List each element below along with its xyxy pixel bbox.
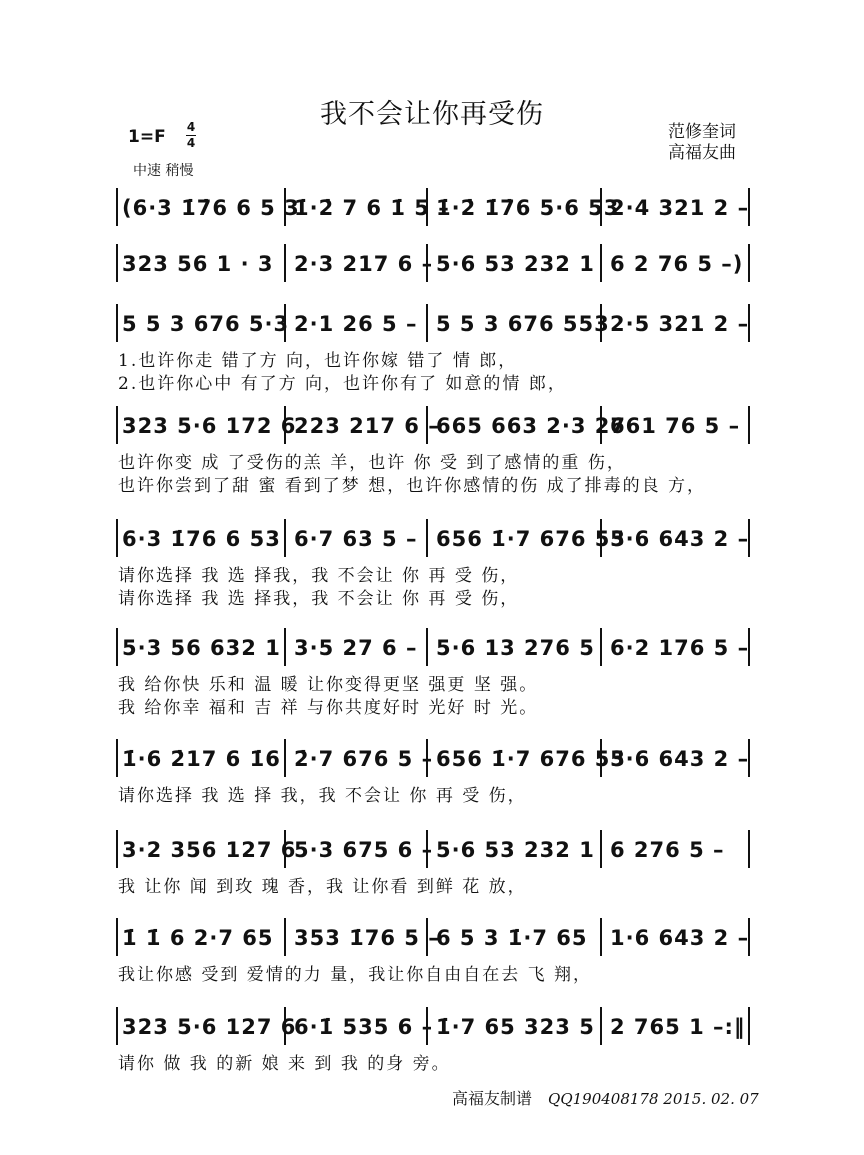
lyric-line: 2.也许你心中 有了方 向，也许你有了 如意的情 郎， — [118, 374, 567, 394]
barline — [748, 244, 750, 282]
notation-line — [112, 190, 752, 226]
measure: 353 1̇76 5 – — [294, 926, 440, 950]
notation-line — [112, 306, 752, 342]
measure: 323 5·6 127 6 — [122, 1015, 297, 1039]
score-system — [112, 630, 752, 720]
key-signature: 1=F — [128, 127, 166, 147]
measure: 2·5 321 2 – — [610, 312, 750, 336]
measure: 223 217 6 – — [294, 414, 440, 438]
lyric-line: 我 给你快 乐和 温 暖 让你变得更坚 强更 坚 强。 — [118, 675, 539, 695]
tempo-marking: 中速 稍慢 — [133, 163, 194, 179]
credits — [668, 122, 736, 164]
measure: 323 56 1 · 3 — [122, 252, 274, 276]
measure: 661 76 5 – — [610, 414, 741, 438]
barline — [116, 244, 118, 282]
measure: 2·4 321 2 – — [610, 196, 750, 220]
measure: 665 663 2·3 27 — [436, 414, 627, 438]
barline — [284, 628, 286, 666]
lyricist-credit: 范修奎词 — [668, 122, 736, 142]
measure: 5 5 3 676 553 — [436, 312, 610, 336]
measure: 1̇·2̇ 7 6 1̇ 5 – — [294, 196, 450, 220]
time-signature — [186, 121, 196, 150]
measure: 2 765 1 –:‖ — [610, 1015, 746, 1039]
barline — [116, 304, 118, 342]
measure: 1̇·6 2̇17 6 1̇6 — [122, 747, 281, 771]
lyric-line: 请你选择 我 选 择 我，我 不会让 你 再 受 伤， — [118, 786, 527, 806]
measure: 323 5·6 172 6 — [122, 414, 297, 438]
barline — [116, 519, 118, 557]
measure: 1̇·2̇ 1̇7̇6 5·6 53 — [436, 196, 620, 220]
measure: 5·6 643 2 – — [610, 747, 750, 771]
score-system — [112, 306, 752, 396]
measure: (6·3 1̇7̇6 6 5 3 — [122, 196, 300, 220]
measure: 1̇ 1̇ 6 2·7 65 — [122, 926, 274, 950]
measure: 5·6 643 2 – — [610, 527, 750, 551]
barline — [748, 1007, 750, 1045]
measure: 5·6 53 232 1 — [436, 838, 595, 862]
notation-line — [112, 741, 752, 777]
measure: 6·7 63 5 – — [294, 527, 418, 551]
lyric-line: 我 让你 闻 到玫 瑰 香，我 让你看 到鲜 花 放， — [118, 877, 527, 897]
song-title: 我不会让你再受伤 — [320, 99, 544, 130]
barline — [600, 918, 602, 956]
barline — [116, 830, 118, 868]
notation-line — [112, 630, 752, 666]
barline — [116, 188, 118, 226]
notation-line — [112, 408, 752, 444]
score-system — [112, 246, 752, 282]
barline — [426, 304, 428, 342]
barline — [284, 918, 286, 956]
barline — [116, 406, 118, 444]
measure: 2·3 217 6 – — [294, 252, 434, 276]
measure: 3·5 27 6 – — [294, 636, 418, 660]
barline — [116, 739, 118, 777]
barline — [748, 406, 750, 444]
measure: 6 2 76 5 –) — [610, 252, 744, 276]
barline — [284, 739, 286, 777]
barline — [426, 519, 428, 557]
measure: 2·1 26 5 – — [294, 312, 418, 336]
score-system — [112, 1009, 752, 1076]
notation-line — [112, 832, 752, 868]
lyric-line: 请你选择 我 选 择我，我 不会让 你 再 受 伤， — [118, 566, 520, 586]
barline — [116, 1007, 118, 1045]
score-system — [112, 521, 752, 611]
meter-top: 4 — [186, 120, 196, 134]
measure: 6 276 5 – — [610, 838, 725, 862]
measure: 656 1̇·7 676 53 — [436, 747, 627, 771]
notation-line — [112, 1009, 752, 1045]
meter-bottom: 4 — [186, 136, 196, 150]
lyric-line: 1.也许你走 错了方 向，也许你嫁 错了 情 郎， — [118, 351, 518, 371]
measure: 5 5 3 676 5·3 — [122, 312, 290, 336]
measure: 1̇·7 65 323 5 — [436, 1015, 595, 1039]
barline — [284, 519, 286, 557]
score-system — [112, 741, 752, 808]
measure: 6·2 176 5 – — [610, 636, 750, 660]
score-system — [112, 408, 752, 498]
lyric-line: 请你选择 我 选 择我，我 不会让 你 再 受 伤， — [118, 589, 520, 609]
measure: 5·3 56 632 1 — [122, 636, 281, 660]
measure: 3·2 356 127 6 — [122, 838, 297, 862]
barline — [426, 628, 428, 666]
notation-line — [112, 920, 752, 956]
barline — [600, 244, 602, 282]
measure: 5·6 53 232 1 — [436, 252, 595, 276]
measure: 656 1̇·7 676 53 — [436, 527, 627, 551]
composer-credit: 高福友曲 — [668, 143, 736, 163]
barline — [600, 628, 602, 666]
score-system — [112, 190, 752, 226]
lyric-line: 也许你变 成 了受伤的羔 羊，也许 你 受 到了感情的重 伤， — [118, 453, 626, 473]
measure: 1·6 643 2 – — [610, 926, 750, 950]
barline — [284, 244, 286, 282]
arranger-credit: 高福友制谱 — [452, 1089, 533, 1108]
measure: 2̇·7 676 5 – — [294, 747, 434, 771]
measure: 5·6 13 276 5 — [436, 636, 595, 660]
lyric-line: 我让你感 受到 爱情的力 量，我让你自由自在去 飞 翔， — [118, 965, 593, 985]
measure: 6·3 1̇76 6 53 — [122, 527, 281, 551]
score-system — [112, 920, 752, 987]
barline — [116, 628, 118, 666]
measure: 6·1̇ 535 6 – — [294, 1015, 434, 1039]
notation-line — [112, 521, 752, 557]
measure: 6 5 3 1̇·7 65 — [436, 926, 588, 950]
contact-date: QQ190408178 2015. 02. 07 — [548, 1090, 759, 1108]
lyric-line: 也许你尝到了甜 蜜 看到了梦 想，也许你感情的伤 成了排毒的良 方， — [118, 476, 707, 496]
barline — [600, 1007, 602, 1045]
barline — [116, 918, 118, 956]
lyric-line: 请你 做 我 的新 娘 来 到 我 的身 旁。 — [118, 1054, 451, 1074]
barline — [748, 830, 750, 868]
lyric-line: 我 给你幸 福和 吉 祥 与你共度好时 光好 时 光。 — [118, 698, 539, 718]
footer — [452, 1086, 759, 1109]
barline — [600, 830, 602, 868]
measure: 5·3 675 6 – — [294, 838, 434, 862]
notation-line — [112, 246, 752, 282]
score-system — [112, 832, 752, 899]
